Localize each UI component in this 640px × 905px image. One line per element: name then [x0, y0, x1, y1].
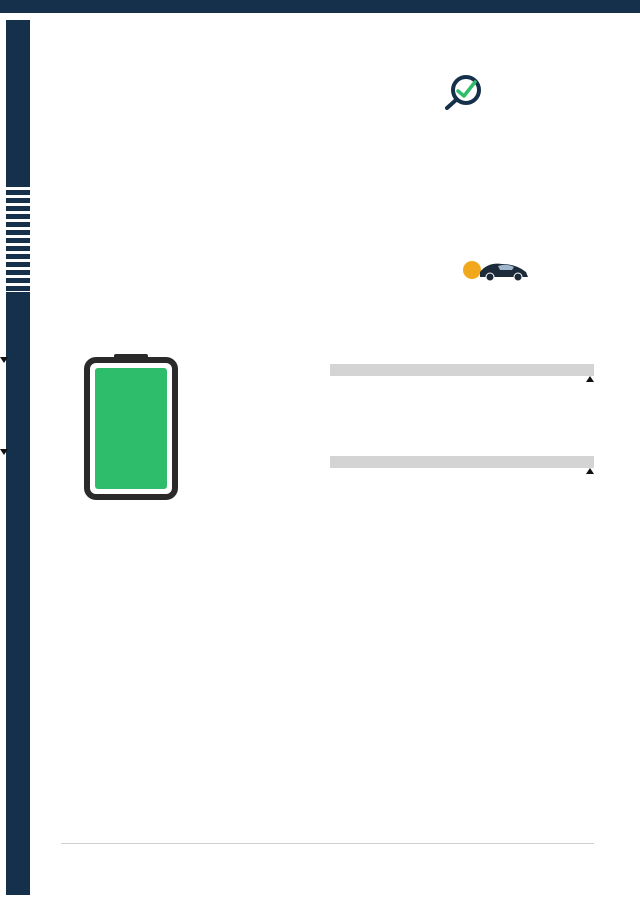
capacity-bar: [330, 364, 594, 376]
sidebar-band: [6, 20, 30, 895]
range-bar: [330, 456, 594, 468]
battery-fill: [95, 368, 167, 489]
range-new-marker: [586, 468, 594, 474]
footer-divider: [61, 843, 594, 844]
top-bar: [0, 0, 640, 13]
capacity-estimate-marker: [0, 357, 8, 363]
capacity-new-marker: [586, 376, 594, 382]
range-estimate-marker: [0, 449, 8, 455]
sidebar-stripes: [6, 182, 30, 292]
battery-level-icon: [84, 354, 178, 500]
autopartners-logo-icon: [458, 258, 538, 284]
optiledger-logo-icon: [444, 70, 596, 110]
